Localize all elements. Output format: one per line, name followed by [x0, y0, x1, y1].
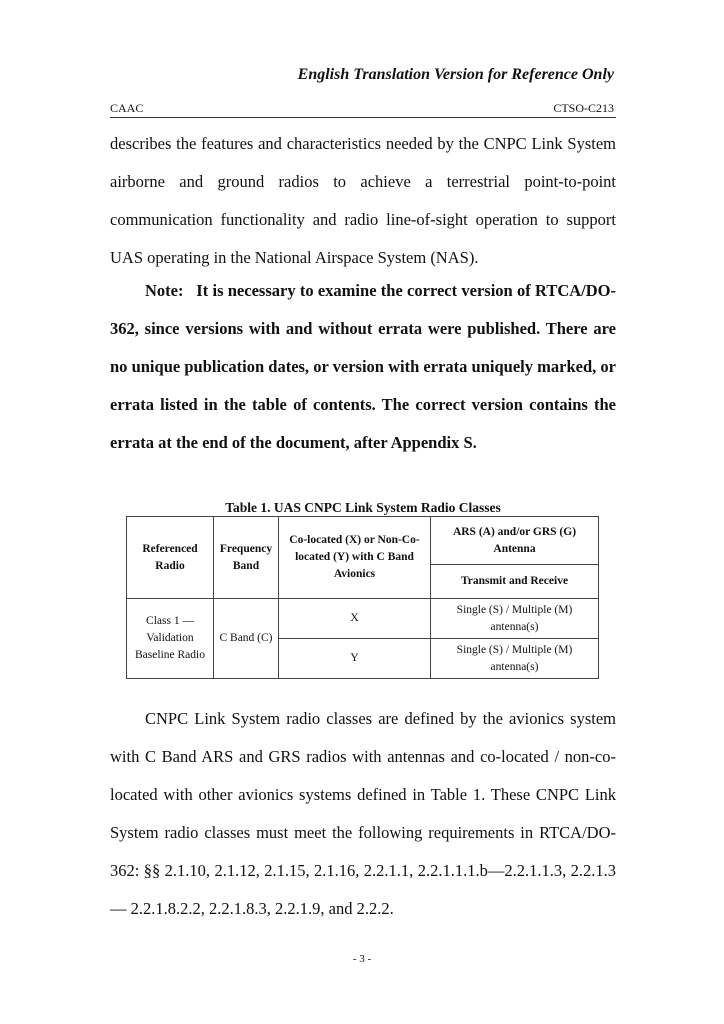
header-divider [110, 117, 616, 118]
radio-classes-table [126, 516, 599, 679]
cell-row1-antenna: Single (S) / Multiple (M) antenna(s) [431, 599, 599, 639]
header-antenna: ARS (A) and/or GRS (G) Antenna [431, 517, 599, 565]
cell-frequency-band: C Band (C) [214, 599, 279, 679]
note-label: Note: [145, 281, 184, 300]
cell-referenced-radio: Class 1 — Validation Baseline Radio [127, 599, 214, 679]
body-paragraph-1: describes the features and characteristics needed by the CNPC Link System airborne and ground radios to achieve a terrestrial point-to-point communication functionality and radio line-of-sight operation to support UAS operating in the National Airspace System (NAS). [110, 134, 616, 267]
header-agency: CAAC [110, 101, 144, 115]
header-colocated: Co-located (X) or Non-Co-located (Y) with C Band Avionics [279, 517, 431, 599]
body-paragraph-3: CNPC Link System radio classes are defined by the avionics system with C Band ARS and GRS radios with antennas and co-located / non-co-located with other avionics systems defined in Table 1. These CNPC Link System radio classes must meet the following requirements in RTCA/DO-362: §§ 2.1.10, 2.1.12, 2.1.15, 2.1.16, 2.2.1.1, 2.2.1.1.1.b—2.2.1.1.3, 2.2.1.3— 2.2.1.8.2.2, 2.2.1.8.3, 2.2.1.9, and 2.2.2. [110, 709, 616, 918]
cell-row1-colocated: X [279, 599, 431, 639]
note-paragraph [110, 272, 616, 462]
cell-row2-colocated: Y [279, 639, 431, 679]
header-frequency-band: Frequency Band [214, 517, 279, 599]
header-document-id: CTSO-C213 [553, 101, 614, 115]
document-header-title: English Translation Version for Reference Only [297, 66, 614, 83]
table-caption: Table 1. UAS CNPC Link System Radio Classes [225, 500, 501, 515]
header-transmit-receive: Transmit and Receive [431, 565, 599, 599]
note-text: It is necessary to examine the correct version of RTCA/DO-362, since versions with and without errata were published. There are no unique publication dates, or version with errata uniquely marked, or errata listed in the table of contents. The correct version contains the errata at the end of the document, after Appendix S. [110, 281, 616, 452]
cell-row2-antenna: Single (S) / Multiple (M) antenna(s) [431, 639, 599, 679]
header-referenced-radio: Referenced Radio [127, 517, 214, 599]
page-number: - 3 - [352, 953, 372, 965]
